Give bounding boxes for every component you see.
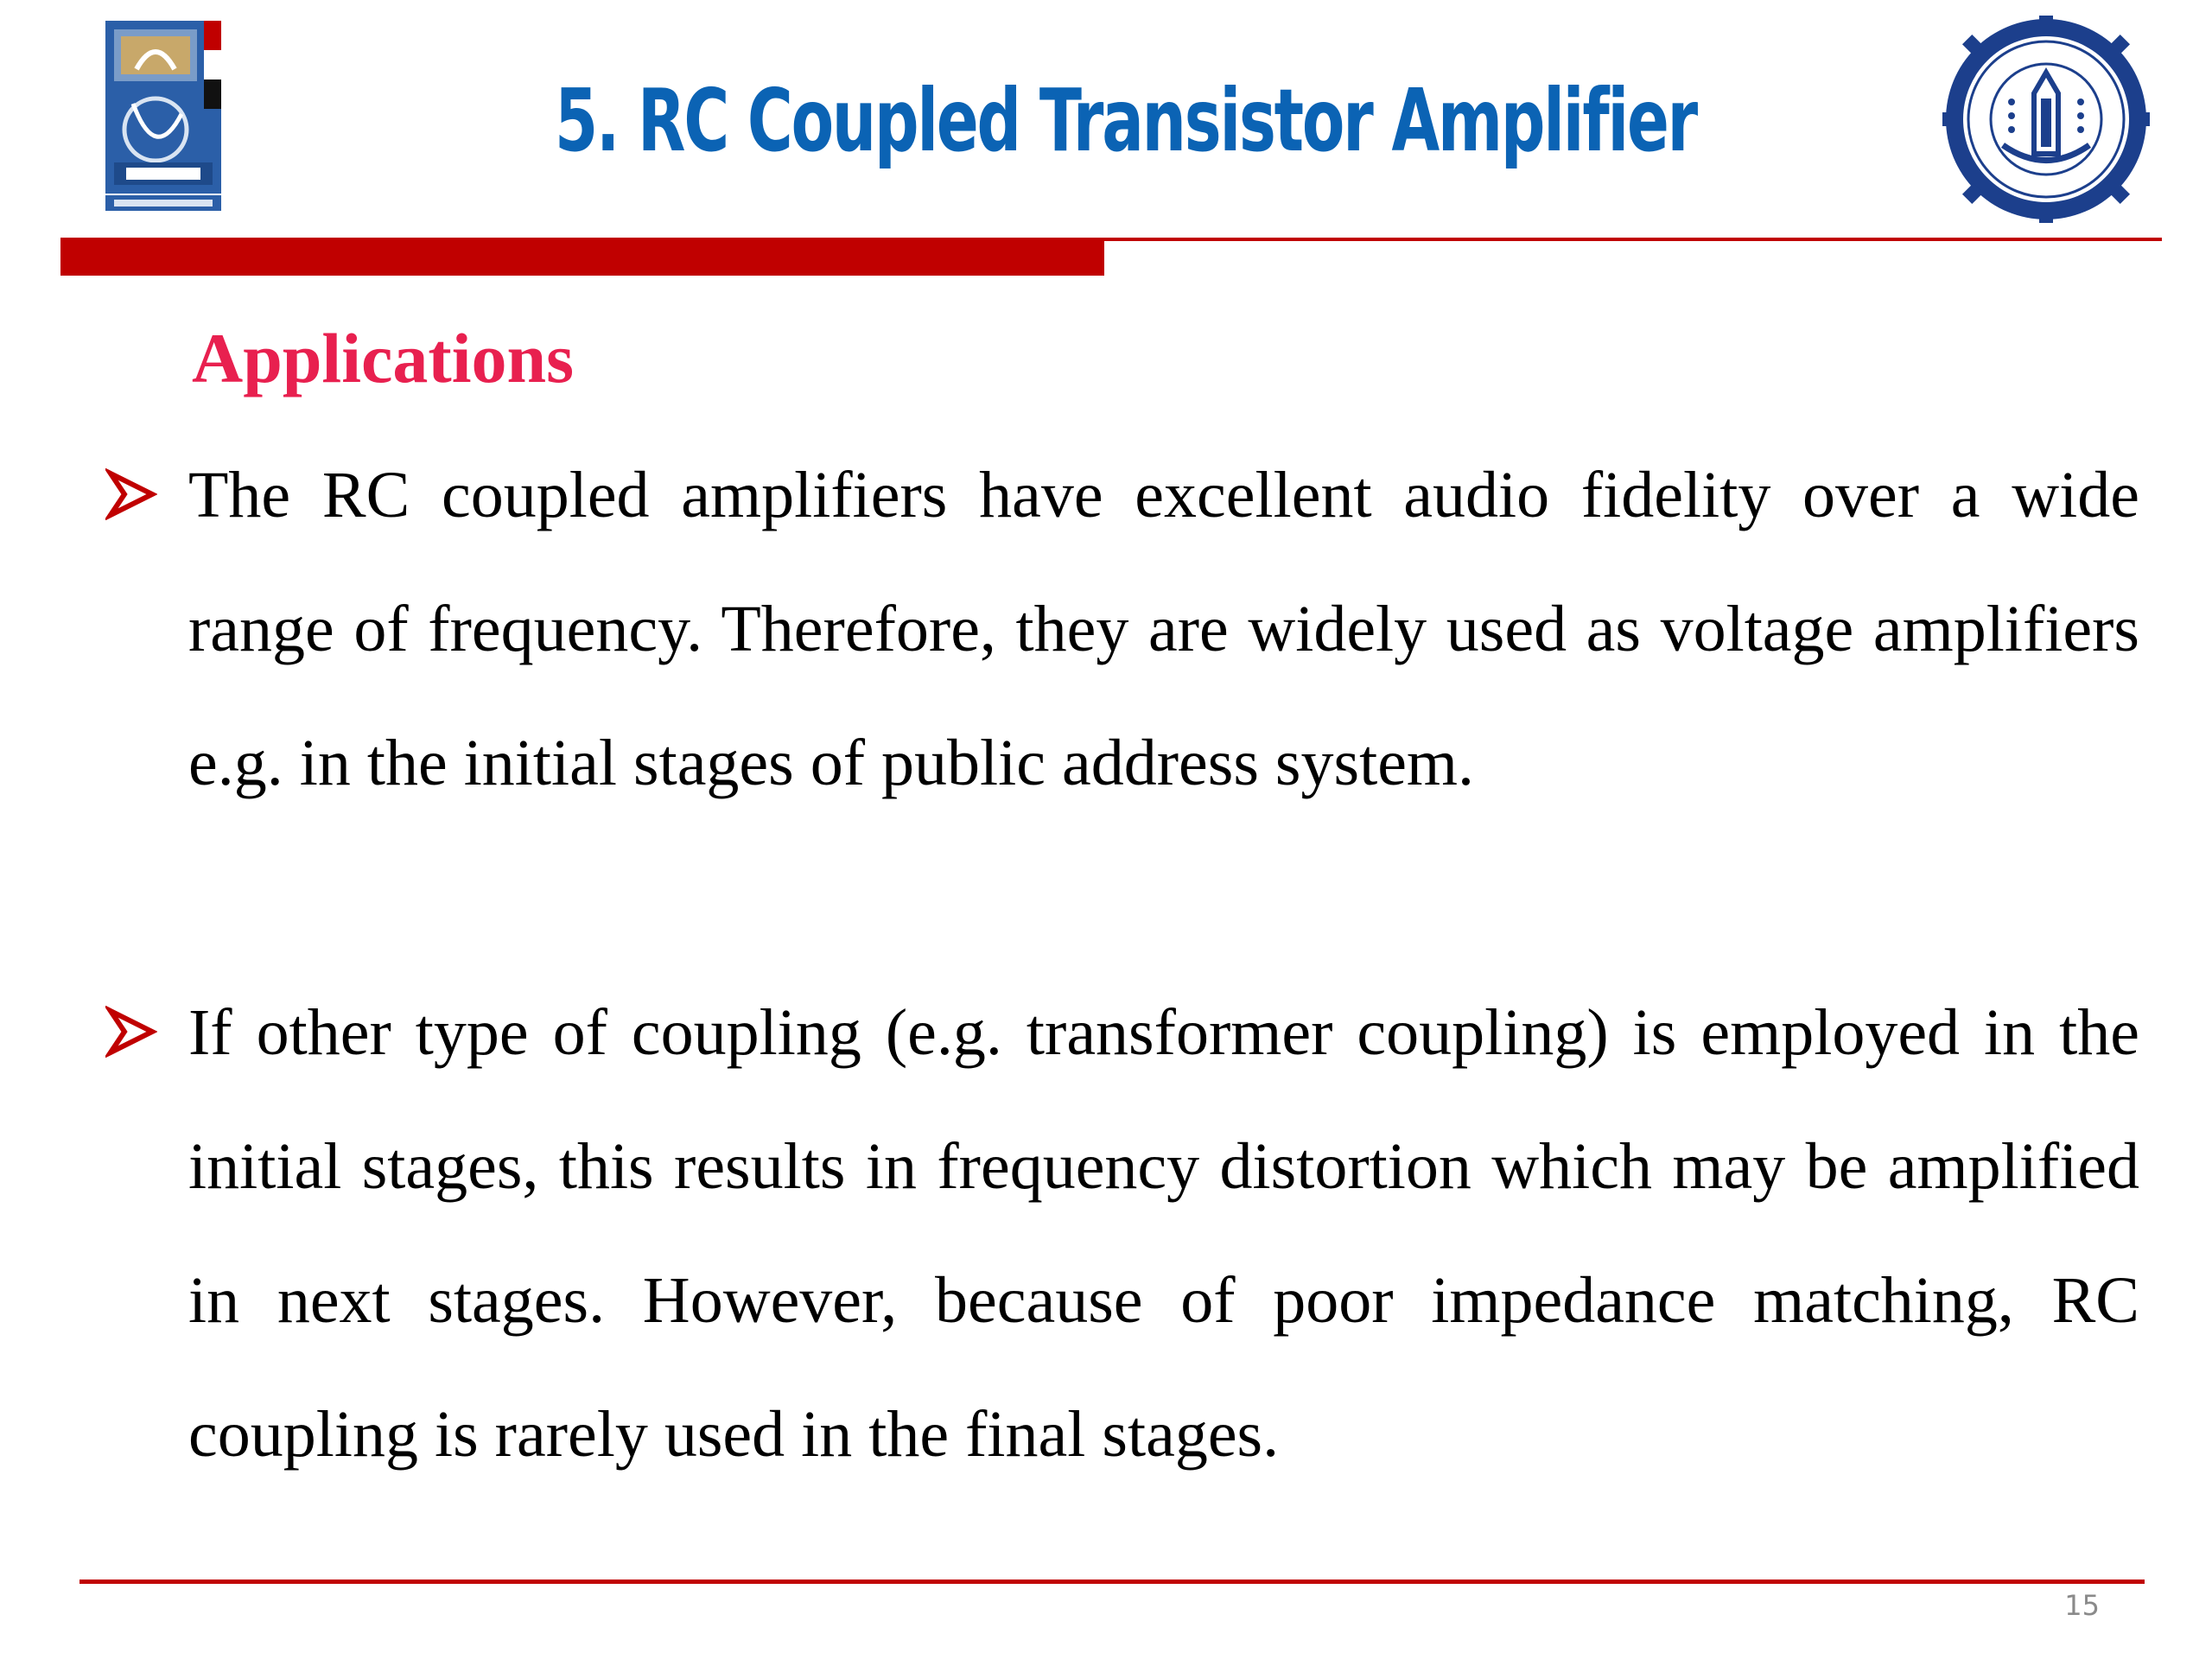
college-of-engineering-seal-icon [1942,16,2150,223]
arrowhead-bullet-icon [105,1006,157,1058]
arrowhead-bullet-icon [105,468,157,520]
slide-title: 5. RC Coupled Transistor Amplifier [555,70,1697,171]
bullet-text: If other type of coupling (e.g. transformer coupling) is employed in the initial stages, this results in frequency distortion which may be amplified in next stages. However, because of poor impedance matching, RC coupling is rarely used in the final stages. [188,996,2139,1471]
section-heading: Applications [192,319,574,397]
bullet-text: The RC coupled amplifiers have excellent audio fidelity over a wide range of frequency. Therefore, they are widely used as voltage amplifiers e.g. in the initial stages of public address system. [188,459,2139,799]
header-accent-bar [60,238,1104,276]
university-of-diyala-logo-icon [102,17,225,214]
page-number: 15 [2064,1589,2100,1622]
footer-divider-line [79,1580,2145,1584]
